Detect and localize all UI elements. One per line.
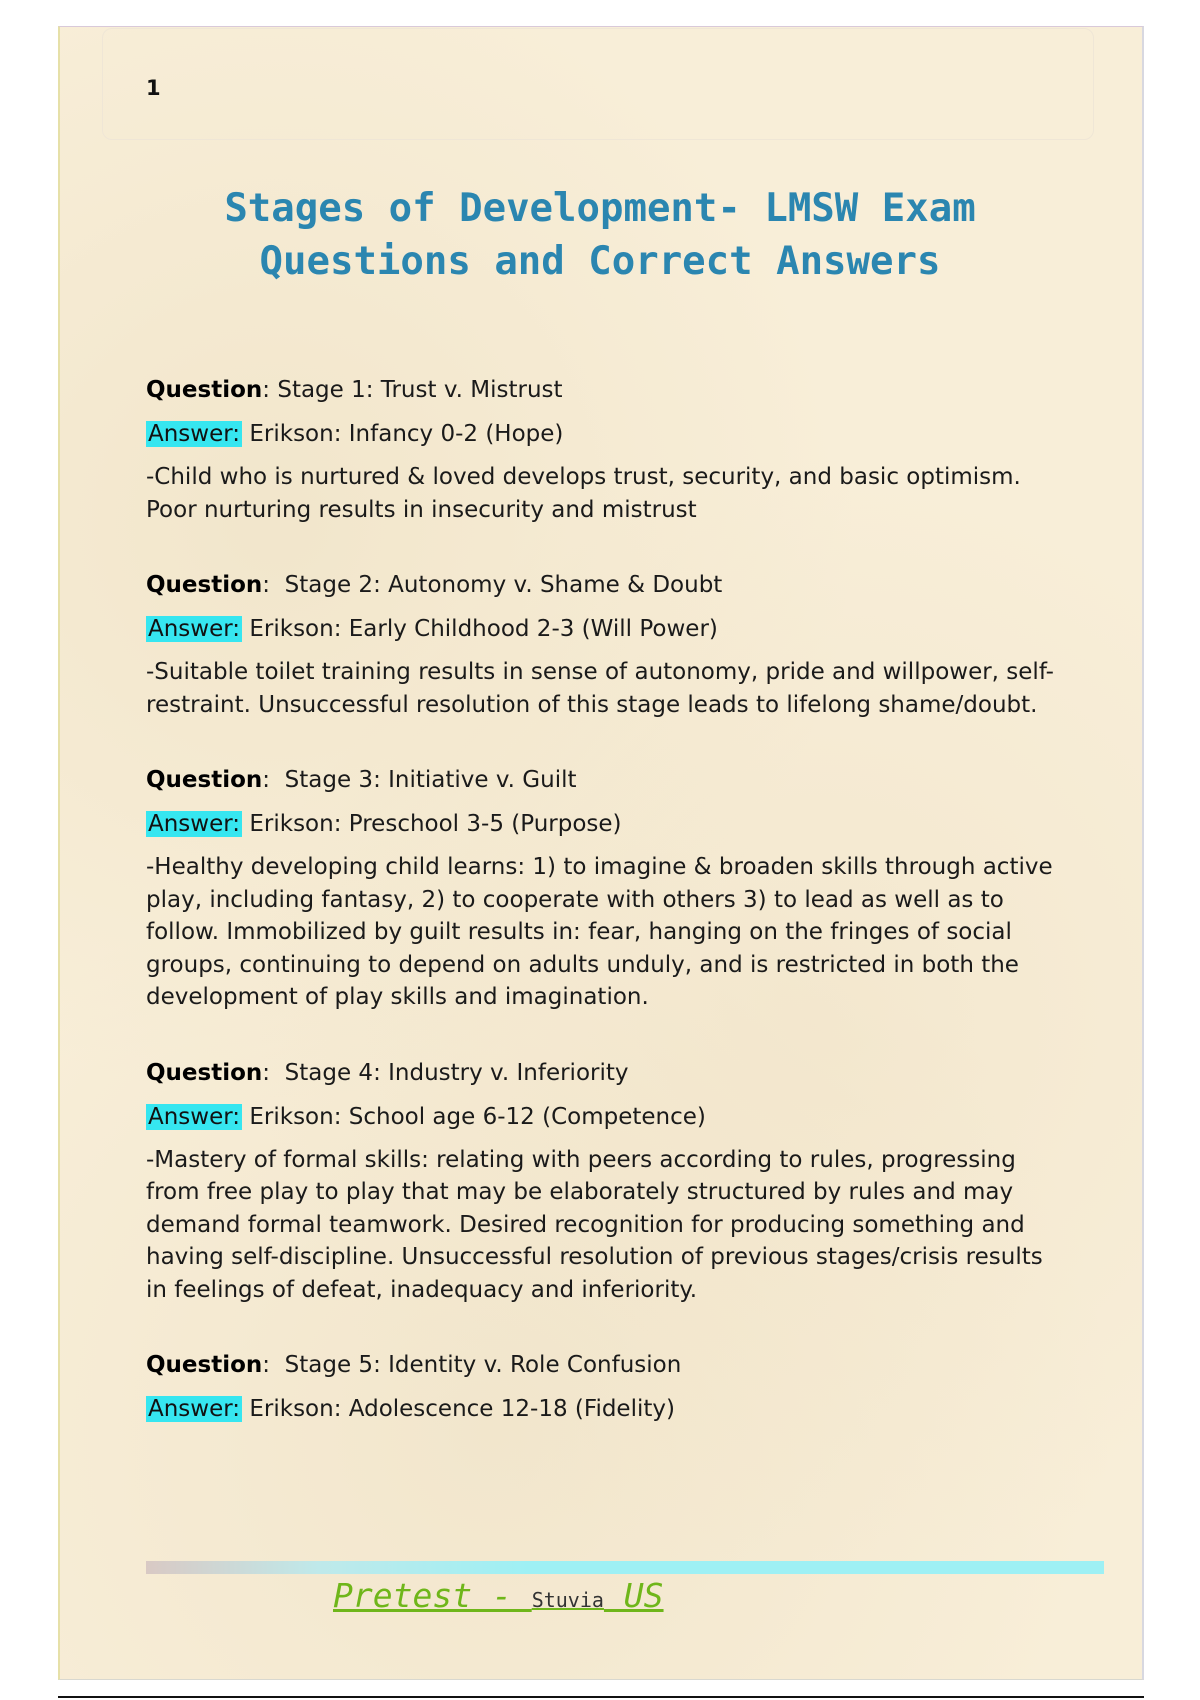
- question-text: Stage 5: Identity v. Role Confusion: [284, 1352, 682, 1378]
- question-line: [146, 1056, 1066, 1090]
- question-label: Question: [146, 1059, 263, 1086]
- page-number: 1: [146, 76, 161, 100]
- answer-label: Answer:: [148, 421, 241, 447]
- question-label: Question: [146, 572, 263, 598]
- document-title: Stages of Development- LMSW Exam Questions and Correct Answers: [224, 186, 976, 284]
- qa-item: [146, 568, 1066, 721]
- answer-text: Erikson: Early Childhood 2-3 (Will Power): [249, 616, 718, 642]
- question-text: Stage 1: Trust v. Mistrust: [277, 377, 563, 403]
- brand-stuvia: Stuvia: [531, 1588, 604, 1612]
- question-line: [146, 763, 1066, 797]
- question-colon: :: [262, 1059, 285, 1086]
- question-colon: :: [262, 767, 285, 793]
- brand-us: US: [603, 1576, 664, 1615]
- question-line: [146, 373, 1066, 407]
- answer-explanation: -Child who is nurtured & loved develops trust, security, and basic optimism. Poor nurturing results in insecurity and mistrust: [146, 464, 1021, 523]
- answer-explanation: -Suitable toilet training results in sense of autonomy, pride and willpower, self-restraint. Unsuccessful resolution of this stage leads to lifelong shame/doubt.: [146, 659, 1054, 718]
- footer-highlight-bar: [146, 1561, 1104, 1574]
- footer-brand: [333, 1576, 664, 1615]
- answer-label: Answer:: [148, 1396, 241, 1422]
- answer-line: [146, 1392, 1066, 1426]
- question-colon: :: [262, 572, 285, 598]
- header-frame: [102, 28, 1094, 140]
- answer-text: Erikson: School age 6-12 (Competence): [249, 1103, 706, 1130]
- question-text: Stage 4: Industry v. Inferiority: [284, 1059, 629, 1086]
- answer-explanation: -Mastery of formal skills: relating with peers according to rules, progressing from free play to play that may be elaborately structured by rules and may demand formal teamwork. Desired recognition for producing something and having self-discipline. Unsuccessful resolution of previous stages/crisis results in feelings of defeat, inadequacy and inferiority.: [146, 1146, 1043, 1303]
- question-label: Question: [146, 767, 263, 793]
- question-label: Question: [146, 377, 263, 403]
- answer-line: [146, 612, 1066, 646]
- answer-label: Answer:: [148, 616, 241, 642]
- question-text: Stage 2: Autonomy v. Shame & Doubt: [284, 572, 723, 598]
- question-line: [146, 1348, 1066, 1382]
- qa-list: [146, 373, 1066, 1436]
- brand-pretest: Pretest -: [333, 1576, 532, 1615]
- question-colon: :: [262, 377, 278, 403]
- answer-label: Answer:: [148, 811, 241, 837]
- answer-text: Erikson: Preschool 3-5 (Purpose): [249, 811, 622, 837]
- qa-item: [146, 373, 1066, 526]
- answer-label: Answer:: [148, 1103, 241, 1130]
- question-colon: :: [262, 1352, 285, 1378]
- qa-item: [146, 1056, 1066, 1307]
- answer-line: [146, 417, 1066, 451]
- answer-text: Erikson: Infancy 0-2 (Hope): [249, 421, 564, 447]
- answer-explanation: -Healthy developing child learns: 1) to imagine & broaden skills through active play, including fantasy, 2) to cooperate with others 3) to lead as well as to follow. Immobilized by guilt results in: fear, hanging on the fringes of social groups, continuing to depend on adults unduly, and is restricted in both the development of play skills and imagination.: [146, 854, 1053, 1010]
- question-label: Question: [146, 1352, 263, 1378]
- qa-item: [146, 1348, 1066, 1426]
- answer-line: [146, 807, 1066, 841]
- answer-text: Erikson: Adolescence 12-18 (Fidelity): [249, 1396, 675, 1422]
- question-line: [146, 568, 1066, 602]
- bottom-rule: [58, 1696, 1144, 1698]
- question-text: Stage 3: Initiative v. Guilt: [284, 767, 577, 793]
- answer-line: [146, 1100, 1066, 1134]
- qa-item: [146, 763, 1066, 1014]
